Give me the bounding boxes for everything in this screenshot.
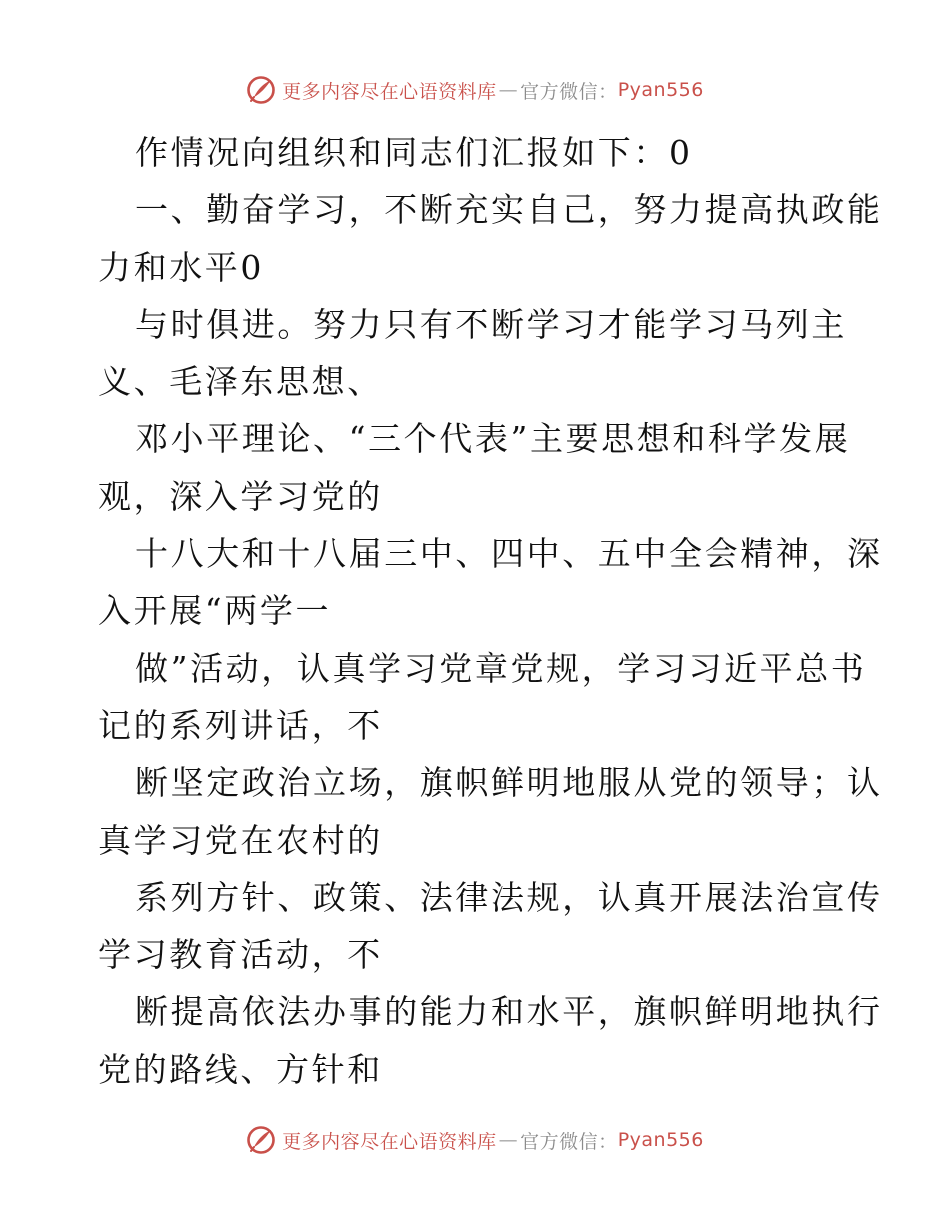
watermark-separator: —: [498, 1129, 519, 1151]
text-line: 系列方针、政策、法律法规，认真开展法治宣传: [135, 877, 883, 917]
watermark-account: Pyan556: [617, 79, 704, 101]
text-line: 十八大和十八届三中、四中、五中全会精神，深: [135, 534, 883, 574]
feather-pen-logo-icon: [246, 1125, 276, 1155]
text-line: 真学习党在农村的: [98, 820, 383, 860]
header-watermark: [0, 70, 950, 110]
footer-watermark: [0, 1120, 950, 1160]
document-body: [98, 124, 883, 1098]
text-line: 观，深入学习党的: [98, 476, 383, 516]
watermark-main-text: 更多内容尽在心语资料库: [282, 80, 497, 103]
text-line: 做”活动，认真学习党章党规，学习习近平总书: [135, 648, 867, 688]
watermark-label: 官方微信：: [520, 80, 618, 103]
text-line: 记的系列讲话，不: [98, 705, 383, 745]
watermark-separator: —: [498, 79, 519, 101]
watermark-account: Pyan556: [617, 1129, 704, 1151]
text-line: 义、毛泽东思想、: [98, 362, 383, 402]
text-line: 入开展“两学一: [98, 591, 332, 631]
text-line: 断提高依法办事的能力和水平，旗帜鲜明地执行: [135, 992, 883, 1032]
watermark-label: 官方微信：: [520, 1130, 618, 1153]
text-line: 断坚定政治立场，旗帜鲜明地服从党的领导；认: [135, 763, 883, 803]
text-line: 作情况向组织和同志们汇报如下：0: [135, 133, 693, 172]
text-line: 与时俱进。努力只有不断学习才能学习马列主: [135, 304, 847, 344]
feather-pen-logo-icon: [246, 75, 276, 105]
text-line: 一、勤奋学习，不断充实自己，努力提高执政能: [135, 190, 883, 230]
text-line: 力和水平0: [98, 247, 264, 287]
watermark-main-text: 更多内容尽在心语资料库: [282, 1130, 497, 1153]
text-line: 学习教育活动，不: [98, 935, 383, 975]
text-line: 邓小平理论、“三个代表”主要思想和科学发展: [135, 419, 851, 459]
text-line: 党的路线、方针和: [98, 1049, 383, 1089]
